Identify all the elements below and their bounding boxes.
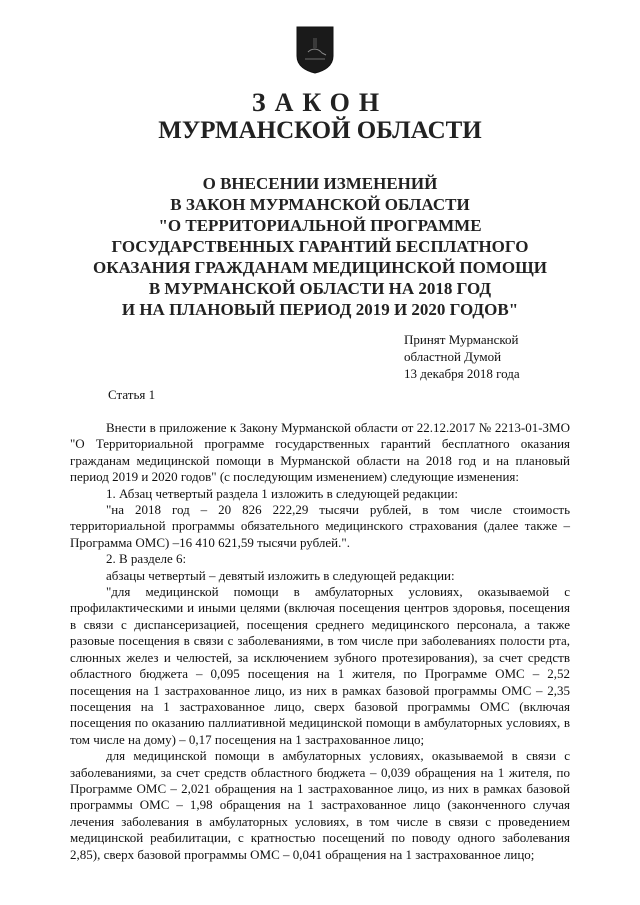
- subject-line: ГОСУДАРСТВЕННЫХ ГАРАНТИЙ БЕСПЛАТНОГО: [111, 237, 529, 256]
- subject-line: В ЗАКОН МУРМАНСКОЙ ОБЛАСТИ: [170, 195, 470, 214]
- issuer-title: МУРМАНСКОЙ ОБЛАСТИ: [158, 117, 482, 144]
- body-paragraph: 2. В разделе 6:: [106, 551, 187, 567]
- adoption-note: [404, 331, 604, 382]
- body-paragraph: "для медицинской помощи в амбулаторных условиях, оказываемой с профилактическими и иными целями (включая посещения центров здоровья, посещения в связи с диспансеризацией, посещения среднего медицинского персонала, а также разовые посещения в связи с заболеваниями, в том числе при заболеваниях полости рта, слюнных желез и челюстей, за исключением зубного протезирования), за счет средств областного бюджета – 0,095 посещения на 1 жителя, по Программе ОМС – 2,52 посещения на 1 застрахованное лицо, из них в рамках базовой программы ОМС – 2,35 посещения на 1 застрахованное лицо, сверх базовой программы ОМС (включая посещения по оказанию паллиативной медицинской помощи в амбулаторных условиях, в том числе на дому) – 0,17 посещения на 1 застрахованное лицо;: [70, 584, 570, 747]
- body-paragraph: Внести в приложение к Закону Мурманской области от 22.12.2017 № 2213-01-ЗМО "О Территориальной программе государственных гарантий бесплатного оказания гражданам медицинской помощи в Мурманской области на 2018 год и на плановый период 2019 и 2020 годов" (с последующим изменением) следующие изменения:: [70, 420, 570, 485]
- body-paragraph: "на 2018 год – 20 826 222,29 тысячи рублей, в том числе стоимость территориальной программы обязательного медицинского страхования (далее также – Программа ОМС) –16 410 621,59 тысячи рублей.".: [70, 502, 570, 550]
- body-paragraph: абзацы четвертый – девятый изложить в следующей редакции:: [106, 567, 455, 583]
- adoption-line: Принят Мурманской: [404, 332, 519, 347]
- subject-line: ОКАЗАНИЯ ГРАЖДАНАМ МЕДИЦИНСКОЙ ПОМОЩИ: [93, 258, 547, 277]
- coat-of-arms-emblem-icon: [296, 26, 334, 74]
- subject-line: И НА ПЛАНОВЫЙ ПЕРИОД 2019 И 2020 ГОДОВ": [121, 300, 519, 319]
- subject-line: О ВНЕСЕНИИ ИЗМЕНЕНИЙ: [202, 174, 438, 193]
- subject-line: "О ТЕРРИТОРИАЛЬНОЙ ПРОГРАММЕ: [158, 216, 482, 235]
- law-subject-heading: [40, 173, 600, 320]
- document-type-title: ЗАКОН: [251, 88, 389, 117]
- article-body: [70, 420, 570, 863]
- article-heading: Статья 1: [108, 387, 156, 402]
- adoption-date: 13 декабря 2018 года: [404, 366, 520, 381]
- body-paragraph: для медицинской помощи в амбулаторных условиях, оказываемой в связи с заболеваниями, за счет средств областного бюджета – 0,039 обращения на 1 жителя, по Программе ОМС – 2,021 обращения на 1 застрахованное лицо, из них в рамках базовой программы ОМС – 1,98 обращения на 1 застрахованное лицо (законченного случая лечения заболевания в амбулаторных условиях, в том числе в связи с проведением медицинской реабилитации, с кратностью посещений по поводу одного заболевания 2,85), сверх базовой программы ОМС – 0,041 обращения на 1 застрахованное лицо;: [70, 748, 570, 862]
- adoption-line: областной Думой: [404, 349, 502, 364]
- subject-line: В МУРМАНСКОЙ ОБЛАСТИ НА 2018 ГОД: [148, 279, 492, 298]
- body-paragraph: 1. Абзац четвертый раздела 1 изложить в следующей редакции:: [106, 485, 458, 501]
